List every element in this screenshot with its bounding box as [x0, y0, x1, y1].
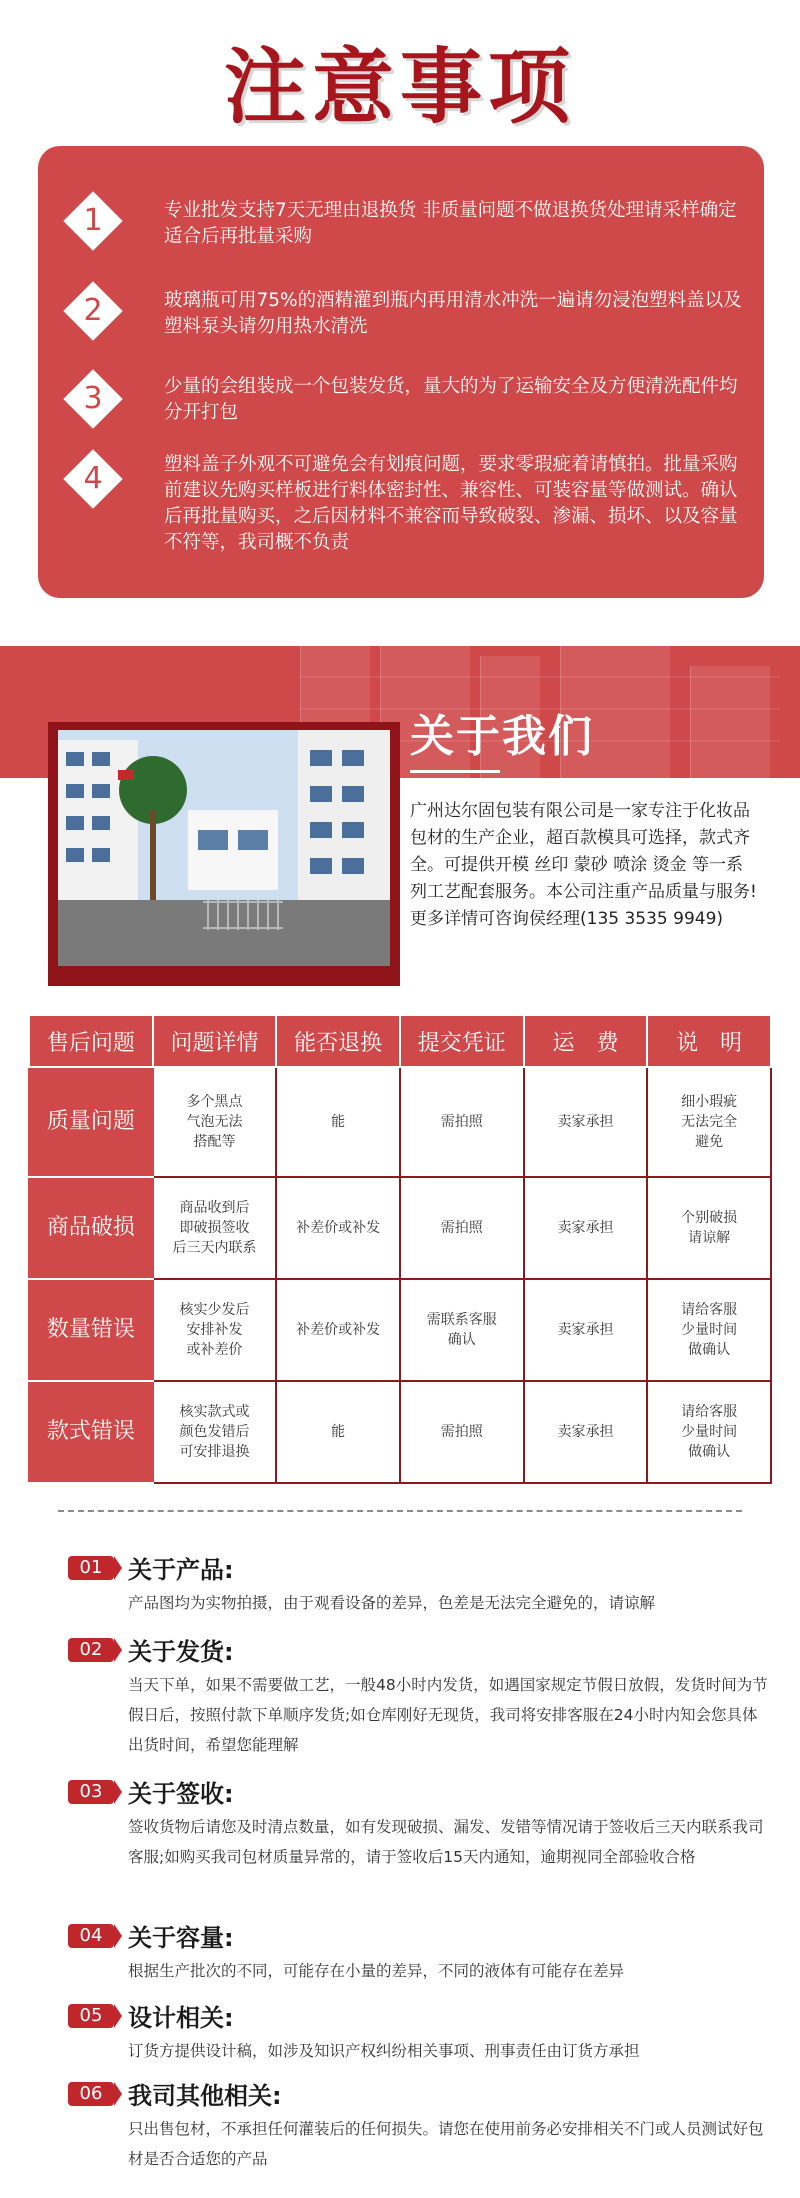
table-cell: 补差价或补发: [276, 1177, 400, 1279]
info-title: 关于产品:: [128, 1556, 234, 1584]
info-title: 设计相关:: [128, 2004, 234, 2032]
table-header: 能否退换: [276, 1015, 400, 1067]
info-body: 产品图均为实物拍摄，由于观看设备的差异，色差是无法完全避免的，请谅解: [128, 1594, 656, 1612]
table-row: [29, 1279, 771, 1381]
table-cell: 需拍照: [400, 1177, 524, 1279]
table-header: 售后问题: [29, 1015, 153, 1067]
table-cell: 个别破损 请谅解: [647, 1177, 771, 1279]
table-cell: 细小瑕疵 无法完全 避免: [647, 1067, 771, 1177]
info-badge: 05: [68, 2004, 114, 2028]
table-cell: 请给客服 少量时间 做确认: [647, 1279, 771, 1381]
about-text: 广州达尔固包装有限公司是一家专注于化妆品包材的生产企业，超百款模具可选择，款式齐全。可提供开模 丝印 蒙砂 喷涂 烫金 等一系列工艺配套服务。本公司注重产品质量与服务!更多详情可咨询侯经理(135 3535 9949): [410, 801, 757, 929]
notice-text: 塑料盖子外观不可避免会有划痕问题，要求零瑕疵着请慎拍。批量采购前建议先购买样板进行料体密封性、兼容性、可装容量等做测试。确认后再批量购买，之后因材料不兼容而导致破裂、渗漏、损坏、以及容量不符等，我司概不负责: [164, 454, 738, 553]
after-sales-table-wrap: [28, 1014, 772, 1484]
table-header: 运 费: [524, 1015, 648, 1067]
notice-number: 2: [83, 293, 103, 328]
about-title: 关于我们: [410, 711, 594, 762]
table-header-row: [29, 1015, 771, 1067]
table-row-head: 款式错误: [29, 1381, 153, 1483]
table-cell: 需联系客服 确认: [400, 1279, 524, 1381]
factory-photo-frame: [48, 722, 400, 986]
info-badge: 02: [68, 1638, 114, 1662]
table-header: 问题详情: [153, 1015, 277, 1067]
info-badge: 03: [68, 1780, 114, 1804]
notice-text: 玻璃瓶可用75%的酒精灌到瓶内再用清水冲洗一遍请勿浸泡塑料盖以及塑料泵头请勿用热水清洗: [164, 290, 742, 337]
table-cell: 需拍照: [400, 1381, 524, 1483]
table-row-head: 质量问题: [29, 1067, 153, 1177]
info-body: 根据生产批次的不同，可能存在小量的差异，不同的液体有可能存在差异: [128, 1962, 625, 1980]
info-body: 订货方提供设计稿，如涉及知识产权纠纷相关事项、刑事责任由订货方承担: [128, 2042, 640, 2060]
info-badge: 06: [68, 2082, 114, 2106]
notice-number: 4: [83, 461, 103, 496]
info-badge: 04: [68, 1924, 114, 1948]
table-row-head: 商品破损: [29, 1177, 153, 1279]
table-cell: 核实少发后 安排补发 或补差价: [153, 1279, 277, 1381]
info-title: 我司其他相关:: [128, 2082, 282, 2110]
table-cell: 商品收到后 即破损签收 后三天内联系: [153, 1177, 277, 1279]
notice-box: [38, 146, 764, 598]
table-cell: 卖家承担: [524, 1177, 648, 1279]
info-body: 签收货物后请您及时清点数量，如有发现破损、漏发、发错等情况请于签收后三天内联系我司客服;如购买我司包材质量异常的，请于签收后15天内通知，逾期视同全部验收合格: [128, 1818, 764, 1866]
table-row: [29, 1381, 771, 1483]
notice-title: 注意事项: [223, 40, 576, 135]
title-underline: [410, 770, 500, 773]
table-cell: 卖家承担: [524, 1067, 648, 1177]
table-header: 说 明: [647, 1015, 771, 1067]
dashed-divider: [58, 1510, 742, 1512]
info-title: 关于容量:: [128, 1924, 234, 1952]
notice-text: 少量的会组装成一个包装发货，量大的为了运输安全及方便清洗配件均分开打包: [164, 376, 738, 423]
table-cell: 卖家承担: [524, 1381, 648, 1483]
table-cell: 核实款式或 颜色发错后 可安排退换: [153, 1381, 277, 1483]
table-row: [29, 1067, 771, 1177]
table-cell: 多个黑点 气泡无法 搭配等: [153, 1067, 277, 1177]
info-body: 当天下单，如果不需要做工艺，一般48小时内发货，如遇国家规定节假日放假，发货时间为节假日后，按照付款下单顺序发货;如仓库刚好无现货，我司将安排客服在24小时内知会您具体出货时间，希望您能理解: [128, 1676, 768, 1754]
factory-photo: [58, 730, 390, 966]
info-title: 关于签收:: [128, 1780, 234, 1808]
notice-text: 专业批发支持7天无理由退换货 非质量问题不做退换货处理请采样确定适合后再批量采购: [164, 200, 737, 247]
table-cell: 请给客服 少量时间 做确认: [647, 1381, 771, 1483]
table-cell: 需拍照: [400, 1067, 524, 1177]
table-cell: 补差价或补发: [276, 1279, 400, 1381]
table-cell: 能: [276, 1381, 400, 1483]
info-title: 关于发货:: [128, 1638, 234, 1666]
info-badge: 01: [68, 1556, 114, 1580]
after-sales-table: [28, 1014, 772, 1484]
table-row: [29, 1177, 771, 1279]
notice-number: 1: [83, 203, 103, 238]
table-cell: 能: [276, 1067, 400, 1177]
info-body: 只出售包材，不承担任何灌装后的任何损失。请您在使用前务必安排相关不门或人员测试好包材是否合适您的产品: [128, 2120, 764, 2168]
table-cell: 卖家承担: [524, 1279, 648, 1381]
table-header: 提交凭证: [400, 1015, 524, 1067]
table-row-head: 数量错误: [29, 1279, 153, 1381]
notice-number: 3: [83, 381, 103, 416]
factory-illustration: [58, 730, 390, 966]
